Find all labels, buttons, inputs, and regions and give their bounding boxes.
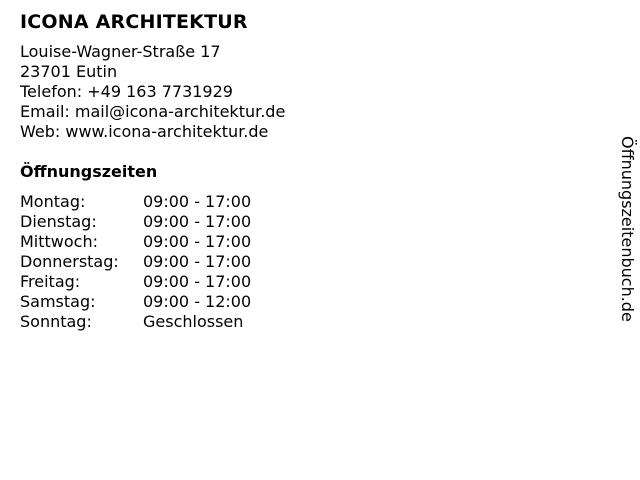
hours-time: 09:00 - 12:00	[143, 292, 252, 311]
hours-time: Geschlossen	[143, 312, 244, 331]
hours-time: 09:00 - 17:00	[143, 192, 252, 211]
email-line: Email: mail@icona-architektur.de	[20, 102, 286, 121]
hours-time: 09:00 - 17:00	[143, 272, 252, 291]
hours-day: Mittwoch:	[20, 232, 98, 251]
hours-row-saturday	[20, 292, 251, 312]
opening-hours-table	[20, 192, 251, 332]
hours-row-friday	[20, 272, 251, 292]
hours-day: Montag:	[20, 192, 86, 211]
hours-day: Freitag:	[20, 272, 81, 291]
address-city: 23701 Eutin	[20, 62, 118, 81]
hours-time: 09:00 - 17:00	[143, 212, 252, 231]
hours-row-wednesday	[20, 232, 251, 252]
hours-row-monday	[20, 192, 251, 212]
address-street: Louise-Wagner-Straße 17	[20, 42, 221, 61]
hours-day: Samstag:	[20, 292, 96, 311]
business-card	[20, 10, 285, 332]
opening-hours-heading: Öffnungszeiten	[20, 162, 158, 181]
hours-row-thursday	[20, 252, 251, 272]
hours-row-tuesday	[20, 212, 251, 232]
site-watermark: Öffnungszeitenbuch.de	[618, 136, 637, 322]
hours-row-sunday	[20, 312, 251, 332]
hours-day: Sonntag:	[20, 312, 92, 331]
hours-time: 09:00 - 17:00	[143, 252, 252, 271]
phone-line: Telefon: +49 163 7731929	[20, 82, 233, 101]
business-name: ICONA ARCHITEKTUR	[20, 11, 248, 33]
website-line: Web: www.icona-architektur.de	[20, 122, 269, 141]
hours-day: Dienstag:	[20, 212, 97, 231]
hours-day: Donnerstag:	[20, 252, 119, 271]
hours-time: 09:00 - 17:00	[143, 232, 252, 251]
